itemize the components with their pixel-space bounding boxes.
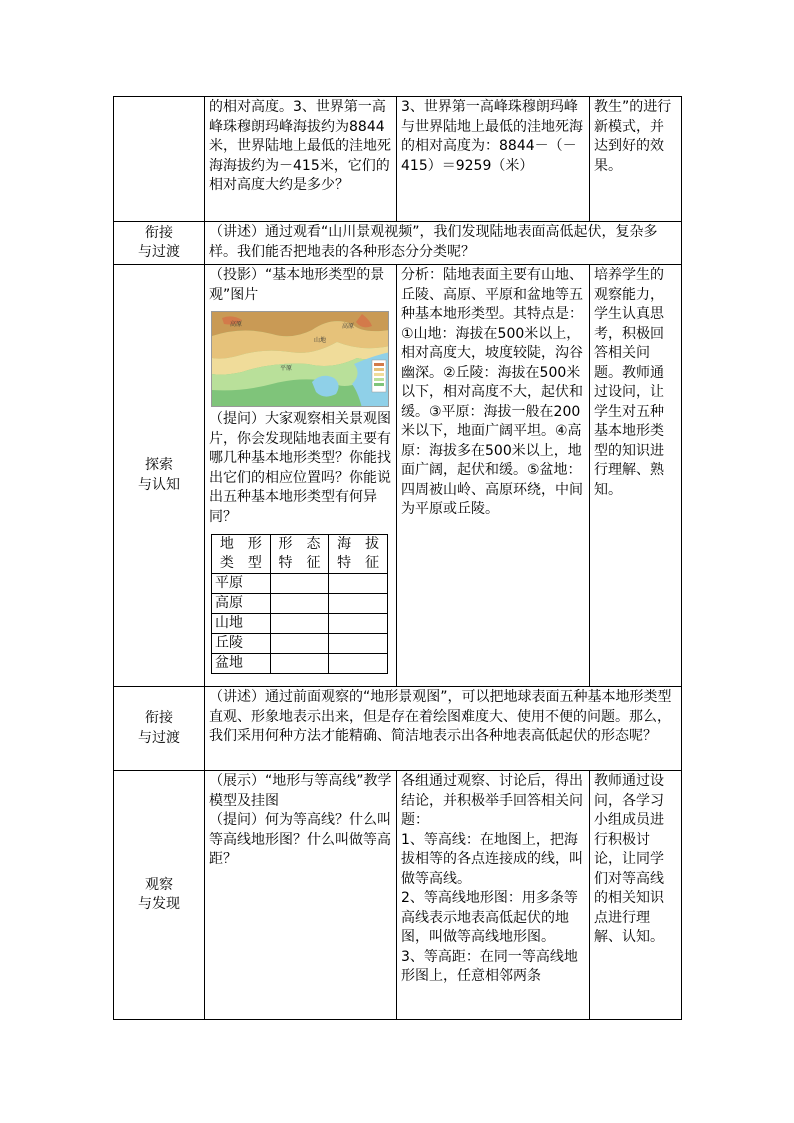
table-header: 海 拔 特 征 bbox=[329, 535, 388, 574]
terrain-map-svg bbox=[212, 312, 389, 407]
map-label: 平原 bbox=[280, 365, 293, 372]
table-cell: 盆地 bbox=[212, 654, 271, 674]
row4-content-cell: （讲述）通过前面观察的“地形景观图”，可以把地球表面五种基本地形类型直观、形象地表示出来，但是存在着绘图难度大、使用不便的问题。那么，我们采用何种方法才能精确、简洁地表示出各种地表高低起伏的形态呢？ bbox=[204, 686, 682, 771]
table-row bbox=[212, 634, 388, 654]
row3-stage-cell bbox=[113, 264, 205, 687]
table-row bbox=[212, 614, 388, 634]
projection-text: （投影）“基本地形类型的景观”图片 bbox=[209, 267, 385, 303]
table-header: 形 态 特 征 bbox=[270, 535, 329, 574]
stage-label: 衔接 bbox=[145, 710, 173, 726]
table-cell: 高原 bbox=[212, 594, 271, 614]
row1-stage-cell bbox=[113, 96, 205, 222]
table-header-row bbox=[212, 535, 388, 574]
stage-label: 观察 bbox=[145, 876, 173, 893]
stage-label: 衔接 bbox=[145, 224, 173, 241]
table-cell: 山地 bbox=[212, 614, 271, 634]
row4-stage-cell bbox=[113, 686, 205, 771]
row5-intent-cell: 教师通过设问，各学习小组成员进行积极讨论，让同学们对等高线的相关知识点进行理解、认知。 bbox=[589, 770, 682, 1020]
row3-student-cell: 分析：陆地表面主要有山地、丘陵、高原、平原和盆地等五种基本地形类型。其特点是：①山地：海拔在500米以上，相对高度大，坡度较陡，沟谷幽深。②丘陵：海拔在500米以下，相对高度不大，起伏和缓。③平原：海拔一般在200米以下，地面广阔平坦。④高原：海拔多在500米以上，地面广阔，起伏和缓。⑤盆地：四周被山岭、高原环绕，中间为平原或丘陵。 bbox=[396, 264, 590, 687]
row2-content-cell: （讲述）通过观看“山川景观视频”，我们发现陆地表面高低起伏，复杂多样。我们能否把地表的各种形态分分类呢？ bbox=[204, 221, 682, 265]
table-row bbox=[212, 574, 388, 594]
stage-label: 探索 bbox=[145, 457, 173, 473]
map-label: 高原 bbox=[230, 321, 243, 328]
table-header: 地 形 类 型 bbox=[212, 535, 271, 574]
row5-teacher-cell: （展示）“地形与等高线”教学模型及挂图 （提问）何为等高线？什么叫等高线地形图？什么叫做等高距？ bbox=[204, 770, 397, 1020]
table-row bbox=[212, 654, 388, 674]
terrain-type-table bbox=[211, 534, 388, 674]
map-label: 山地 bbox=[314, 337, 327, 344]
map-label: 高原 bbox=[342, 323, 355, 330]
row1-teacher-cell: 的相对高度。3、世界第一高峰珠穆朗玛峰海拔约为8844米，世界陆地上最低的洼地死海海拔约为－415米，它们的相对高度大约是多少？ bbox=[204, 96, 397, 222]
row1-intent-cell: 教生”的进行新模式，并达到好的效果。 bbox=[589, 96, 682, 222]
row5-stage-cell bbox=[113, 770, 205, 1020]
table-row bbox=[212, 594, 388, 614]
stage-label: 与过渡 bbox=[138, 729, 180, 746]
row5-student-cell: 各组通过观察、讨论后，得出结论，并积极举手回答相关问题： 1、等高线：在地图上，把海拔相等的各点连接成的线，叫做等高线。 2、等高线地形图：用多条等高线表示地表高低起伏的地图，叫做等高线地形图。 3、等高距：在同一等高线地形图上，任意相邻两条 bbox=[396, 770, 590, 1020]
table-cell: 平原 bbox=[212, 574, 271, 594]
stage-label: 与过渡 bbox=[138, 244, 180, 260]
question-text: （提问）大家观察相关景观图片，你会发现陆地表面主要有哪几种基本地形类型？你能找出它们的相应位置吗？你能说出五种基本地形类型有何异同？ bbox=[209, 411, 391, 525]
stage-label: 与发现 bbox=[138, 896, 180, 912]
table-cell: 丘陵 bbox=[212, 634, 271, 654]
row1-student-cell: 3、世界第一高峰珠穆朗玛峰与世界陆地上最低的洼地死海的相对高度为：8844－（－415）＝9259（米） bbox=[396, 96, 590, 222]
terrain-map-image bbox=[211, 311, 389, 407]
row2-stage-cell bbox=[113, 221, 205, 265]
stage-label: 与认知 bbox=[138, 476, 180, 493]
row3-intent-cell: 培养学生的观察能力，学生认真思考，积极回答相关问题。教师通过设问，让学生对五种基本地形类型的知识进行理解、熟知。 bbox=[589, 264, 682, 687]
